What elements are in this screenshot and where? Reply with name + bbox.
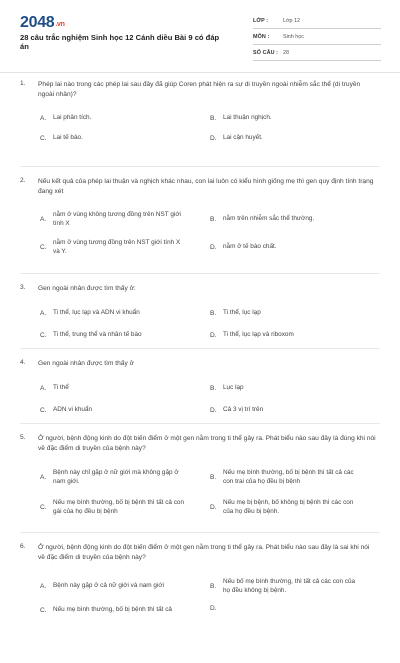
- option-text: Lai cận huyết.: [223, 134, 263, 142]
- question-item: [0, 177, 400, 273]
- option-a[interactable]: [38, 210, 208, 230]
- option-text: Lai phân tích.: [53, 114, 92, 122]
- question-number: 3.: [20, 284, 26, 291]
- document-title: 28 câu trắc nghiệm Sinh học 12 Cánh diều Bài 9 có đáp án: [20, 33, 220, 52]
- question-text: Phép lai nào trong các phép lai sau đây đã giúp Coren phát hiện ra sự di truyền ngoài nhiễm sắc thể (di truyền ngoài nhân)?: [38, 81, 361, 99]
- option-letter: B.: [210, 215, 217, 223]
- option-text: Nếu mẹ bị bệnh, bố không bị bệnh thì các con của họ đều bị bệnh.: [223, 498, 354, 516]
- option-c[interactable]: [38, 605, 208, 615]
- option-text: Ti thể, lục lạp: [223, 309, 261, 317]
- option-letter: D.: [210, 503, 217, 511]
- option-a[interactable]: [38, 113, 208, 123]
- option-a[interactable]: [38, 468, 208, 488]
- option-b[interactable]: [208, 383, 378, 393]
- option-text: Ti thể, trung thể và nhân tế bào: [53, 331, 142, 339]
- option-letter: C.: [40, 606, 47, 614]
- option-letter: A.: [40, 215, 47, 223]
- option-letter: D.: [210, 605, 217, 613]
- question-item: [0, 284, 400, 348]
- answer-options: [38, 571, 378, 625]
- option-letter: B.: [210, 384, 217, 392]
- option-text: nằm trên nhiễm sắc thể thường.: [223, 215, 315, 223]
- option-text: Cả 3 vị trí trên: [223, 406, 264, 414]
- option-b[interactable]: [208, 113, 378, 123]
- option-letter: A.: [40, 384, 47, 392]
- option-d[interactable]: [208, 405, 378, 415]
- option-letter: D.: [210, 406, 217, 414]
- option-letter: D.: [210, 331, 217, 339]
- answer-options: [38, 377, 378, 421]
- question-list: [0, 80, 400, 663]
- question-divider: [20, 166, 380, 167]
- option-text: Lai thuận nghịch.: [223, 114, 272, 122]
- question-item: [0, 359, 400, 423]
- option-text: Ti thể, lục lạp và ADN vi khuẩn: [53, 309, 140, 317]
- option-letter: B.: [210, 473, 217, 481]
- question-number: 2.: [20, 177, 26, 184]
- answer-options: [38, 108, 378, 148]
- meta-row-class: [253, 15, 381, 29]
- option-letter: C.: [40, 503, 47, 511]
- logo-tld: .vn: [55, 21, 65, 28]
- option-letter: D.: [210, 134, 217, 142]
- option-d[interactable]: [208, 242, 378, 252]
- option-text: nằm ở tế bào chất.: [223, 243, 277, 251]
- option-b[interactable]: [208, 214, 378, 224]
- meta-value: 28: [283, 50, 289, 56]
- meta-row-count: [253, 47, 381, 61]
- option-c[interactable]: [38, 133, 208, 143]
- question-number: 6.: [20, 543, 26, 550]
- question-number: 5.: [20, 434, 26, 441]
- option-letter: A.: [40, 582, 47, 590]
- option-b[interactable]: [208, 308, 378, 318]
- option-text: Bệnh này chỉ gặp ở nữ giới mà không gặp ở nam giới.: [53, 468, 179, 486]
- question-item: [0, 434, 400, 532]
- question-divider: [20, 423, 380, 424]
- question-divider: [20, 273, 380, 274]
- option-c[interactable]: [38, 498, 208, 518]
- option-c[interactable]: [38, 238, 208, 258]
- question-number: 4.: [20, 359, 26, 366]
- option-text: Nếu mẹ bình thường, bố bị bệnh thì tất cả: [53, 606, 172, 614]
- header-divider: [0, 72, 400, 73]
- option-b[interactable]: [208, 468, 378, 488]
- option-text: nằm ở vùng không tương đồng trên NST giới tính X: [53, 210, 181, 228]
- answer-options: [38, 462, 378, 522]
- option-d[interactable]: [208, 498, 378, 518]
- option-text: ADN vi khuẩn: [53, 406, 93, 414]
- meta-key: MÔN :: [253, 34, 270, 40]
- question-text: Gen ngoài nhân được tìm thấy ở: [38, 360, 134, 367]
- option-a[interactable]: [38, 581, 208, 591]
- option-letter: B.: [210, 309, 217, 317]
- option-letter: B.: [210, 114, 217, 122]
- question-item: [0, 543, 400, 663]
- answer-options: [38, 205, 378, 261]
- option-text: Nếu mẹ bình thường, bố bị bệnh thì tất cả các con trai của họ đều bị bệnh: [223, 468, 354, 486]
- meta-value: Lớp 12: [283, 18, 301, 24]
- question-number: 1.: [20, 80, 26, 87]
- question-divider: [20, 348, 380, 349]
- question-item: [0, 80, 400, 166]
- option-text: Nếu bố mẹ bình thường, thì tất cả các con của họ đều không bị bệnh.: [223, 577, 356, 595]
- option-d[interactable]: [208, 330, 378, 340]
- meta-info-box: [253, 15, 381, 63]
- meta-value: Sinh học: [283, 34, 304, 40]
- option-text: Ti thể, lục lạp và riboxom: [223, 331, 294, 339]
- option-text: nằm ở vùng tương đồng trên NST giới tính X và Y.: [53, 238, 181, 256]
- option-letter: A.: [40, 114, 47, 122]
- option-text: Nếu mẹ bình thường, bố bị bệnh thì tất cả con gái của họ đều bị bệnh: [53, 498, 185, 516]
- question-text: Ở người, bệnh động kinh do đột biến điểm ở một gen nằm trong ti thể gây ra. Phát biểu nào sau đây là sai khi nói về đặc điểm di truyền của bệnh này?: [38, 544, 370, 562]
- meta-key: SỐ CÂU :: [253, 50, 279, 56]
- option-letter: C.: [40, 243, 47, 251]
- meta-row-subject: [253, 31, 381, 45]
- document-header: [0, 0, 400, 66]
- option-a[interactable]: [38, 383, 208, 393]
- option-c[interactable]: [38, 330, 208, 340]
- answer-options: [38, 302, 378, 346]
- option-b[interactable]: [208, 577, 378, 597]
- option-letter: C.: [40, 406, 47, 414]
- option-c[interactable]: [38, 405, 208, 415]
- question-text: Ở người, bệnh động kinh do đột biến điểm ở một gen nằm trong ti thể gây ra. Phát biểu nào sau đây là đúng khi nói về đặc điểm di truyền của bệnh này?: [38, 435, 376, 453]
- option-text: Bệnh này gặp ở cả nữ giới và nam giới: [53, 582, 164, 590]
- option-d[interactable]: [208, 133, 378, 143]
- question-text: Nếu kết quả của phép lai thuận và nghịch khác nhau, con lai luôn có kiểu hình giống mẹ thì gen quy định tính trạng đang xét: [38, 178, 374, 196]
- question-text: Gen ngoài nhân được tìm thấy ở:: [38, 285, 136, 292]
- option-letter: C.: [40, 331, 47, 339]
- option-letter: D.: [210, 243, 217, 251]
- option-letter: B.: [210, 582, 217, 590]
- option-text: Lục lạp: [223, 384, 244, 392]
- question-divider: [20, 532, 380, 533]
- option-d[interactable]: [208, 605, 378, 612]
- logo-text: 2048: [20, 14, 55, 31]
- meta-key: LỚP :: [253, 18, 269, 24]
- option-text: Lai tế bào.: [53, 134, 83, 142]
- option-letter: A.: [40, 309, 47, 317]
- option-a[interactable]: [38, 308, 208, 318]
- option-letter: C.: [40, 134, 47, 142]
- option-text: Ti thể: [53, 384, 69, 392]
- site-logo[interactable]: [20, 14, 65, 32]
- option-letter: A.: [40, 473, 47, 481]
